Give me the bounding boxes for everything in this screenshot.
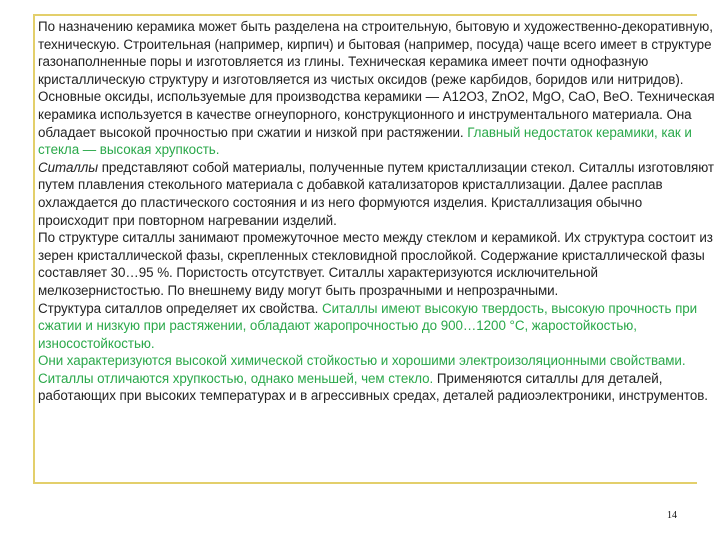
term-sitally: Ситаллы xyxy=(38,159,99,175)
frame-top-rule xyxy=(33,14,697,16)
paragraph-sitally-definition xyxy=(38,159,716,229)
frame-bottom-rule xyxy=(33,482,697,484)
text-segment: По структуре ситаллы занимают промежуточное место между стеклом и керамикой. Их структура состоит из зерен кристаллической фазы, скрепленных стекловидной прослойкой. Содержание кристаллической фазы составляет 30…95 %. Пористость отсутствует. Ситаллы характеризуются исключительной мелкозернистостью. По внешнему виду могут быть прозрачными и непрозрачными. xyxy=(38,230,713,298)
text-segment: Применяются ситаллы для деталей, работающих при высоких температурах и в агрессивных средах, деталей радиоэлектроники, инструментов. xyxy=(38,370,708,404)
text-segment-highlight: Они характеризуются высокой химической стойкостью и хорошими электроизоляционными свойствами. Ситаллы отличаются хрупкостью, однако меньшей, чем стекло. xyxy=(38,353,686,386)
paragraph-sitally-structure xyxy=(38,229,716,299)
slide-text-body xyxy=(38,18,716,405)
paragraph-sitally-applications xyxy=(38,352,716,405)
text-segment: По назначению керамика может быть разделена на строительную, бытовую и художественно-декоративную, техническую. Строительная (например, кирпич) и бытовая (например, посуда) чаще всего имеет в структуре газонаполненные поры и изготовляется из глины. Техническая керамика имеет почти однофазную кристаллическую структуру и изготовляется из чистых оксидов (реже карбидов, боридов или нитридов). Основные оксиды, используемые для производства керамики — А12О3, ZnO2, MgO, CaO, BeO. Техническая керамика используется в качестве огнеупорного, конструкционного и инструментального материала. Она обладает высокой прочностью при сжатии и низкой при растяжении. xyxy=(38,19,715,140)
text-segment-highlight: Ситаллы имеют высокую твердость, высокую прочность при сжатии и низкую при растяжении, обладают жаропрочностью до 900…1200 °С, жаростойкостью, износостойкостью. xyxy=(38,300,698,351)
frame-left-rule xyxy=(33,14,35,484)
page-number: 14 xyxy=(667,510,677,521)
paragraph-ceramics xyxy=(38,18,716,159)
text-segment: Структура ситаллов определяет их свойства. xyxy=(38,300,322,316)
text-segment: представляют собой материалы, полученные путем кристаллизации стекол. Ситаллы изготовляют путем плавления стекольного материала с добавкой катализаторов кристаллизации. Далее расплав охлаждается до пластического состояния и из него формуются изделия. Кристаллизация обычно происходит при повторном нагревании изделий. xyxy=(38,159,714,228)
paragraph-sitally-properties xyxy=(38,300,716,353)
text-segment-highlight: Главный недостаток керамики, как и стекла — высокая хрупкость. xyxy=(38,124,692,158)
